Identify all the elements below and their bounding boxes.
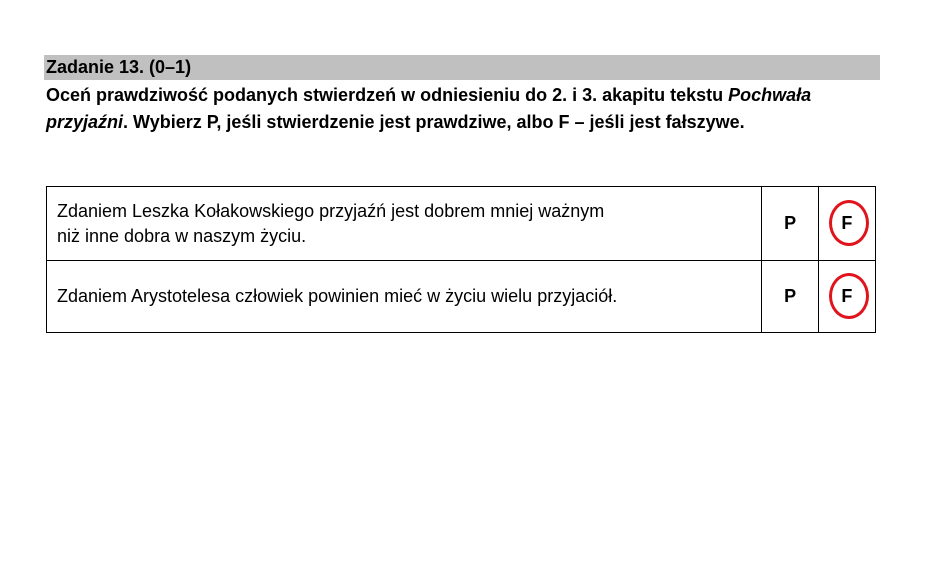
instruction-text-part1: Oceń prawdziwość podanych stwierdzeń w odniesieniu do 2. i 3. akapitu tekstu [46,85,729,105]
option-false-cell[interactable] [818,187,875,261]
statements-table [46,186,876,333]
statement-row-2 [47,261,876,333]
task-header: Zadanie 13. (0–1) [44,55,880,80]
instruction-text-title: Pochwała przyjaźni [46,85,812,132]
statement-text-line: niż inne dobra w naszym życiu. [57,225,307,246]
option-true-label: P [784,286,797,306]
option-false-label: F [841,286,853,306]
statement-row-1 [47,187,876,261]
statement-text-line: Zdaniem Leszka Kołakowskiego przyjaźń jest dobrem mniej ważnym [57,200,605,221]
statement-text-cell [47,261,762,333]
statement-text-line: Zdaniem Arystotelesa człowiek powinien mieć w życiu wielu przyjaciół. [57,286,618,306]
option-false-label: F [841,213,853,233]
option-false-cell[interactable] [818,261,875,333]
task-instruction [46,82,876,135]
option-true-cell[interactable] [762,261,818,333]
option-true-cell[interactable] [762,187,818,261]
instruction-text-part2: . Wybierz P, jeśli stwierdzenie jest prawdziwe, albo F – jeśli jest fałszywe. [123,111,745,132]
option-true-label: P [784,213,797,233]
statement-text-cell [47,187,762,261]
